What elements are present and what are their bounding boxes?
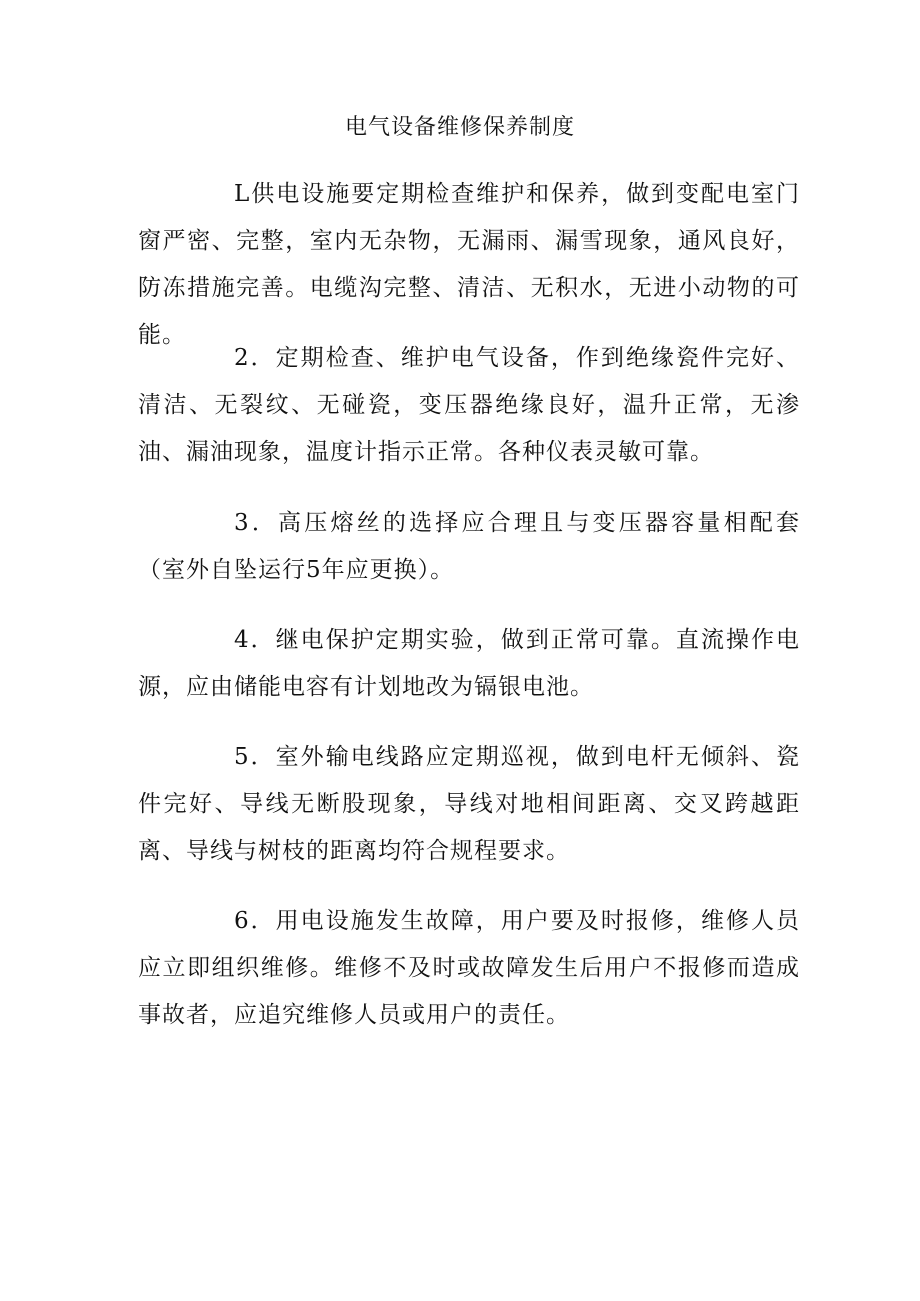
paragraph-5 <box>138 734 800 875</box>
paragraph-2-text: 2．定期检查、维护电气设备，作到绝缘瓷件完好、清洁、无裂纹、无碰瓷，变压器绝缘良好，温升正常，无渗油、漏油现象，温度计指示正常。各种仪表灵敏可靠。 <box>138 345 800 465</box>
paragraph-4 <box>138 617 800 711</box>
paragraph-3 <box>138 500 800 594</box>
paragraph-6-text: 6．用电设施发生故障，用户要及时报修，维修人员应立即组织维修。维修不及时或故障发生后用户不报修而造成事故者，应追究维修人员或用户的责任。 <box>138 908 800 1028</box>
paragraph-2 <box>138 335 800 476</box>
paragraph-3-text: 3．高压熔丝的选择应合理且与变压器容量相配套（室外自坠运行5年应更换）。 <box>138 510 800 583</box>
paragraph-4-text: 4．继电保护定期实验，做到正常可靠。直流操作电源，应由储能电容有计划地改为镉银电池。 <box>138 627 800 700</box>
paragraph-1-text: L供电设施要定期检查维护和保养，做到变配电室门窗严密、完整，室内无杂物，无漏雨、漏雪现象，通风良好，防冻措施完善。电缆沟完整、清洁、无积水，无进小动物的可能。 <box>138 181 800 348</box>
document-title: 电气设备维修保养制度 <box>344 115 575 140</box>
paragraph-1 <box>138 171 800 359</box>
paragraph-5-text: 5．室外输电线路应定期巡视，做到电杆无倾斜、瓷件完好、导线无断股现象，导线对地相间距离、交叉跨越距离、导线与树枝的距离均符合规程要求。 <box>138 744 800 864</box>
paragraph-6 <box>138 898 800 1039</box>
